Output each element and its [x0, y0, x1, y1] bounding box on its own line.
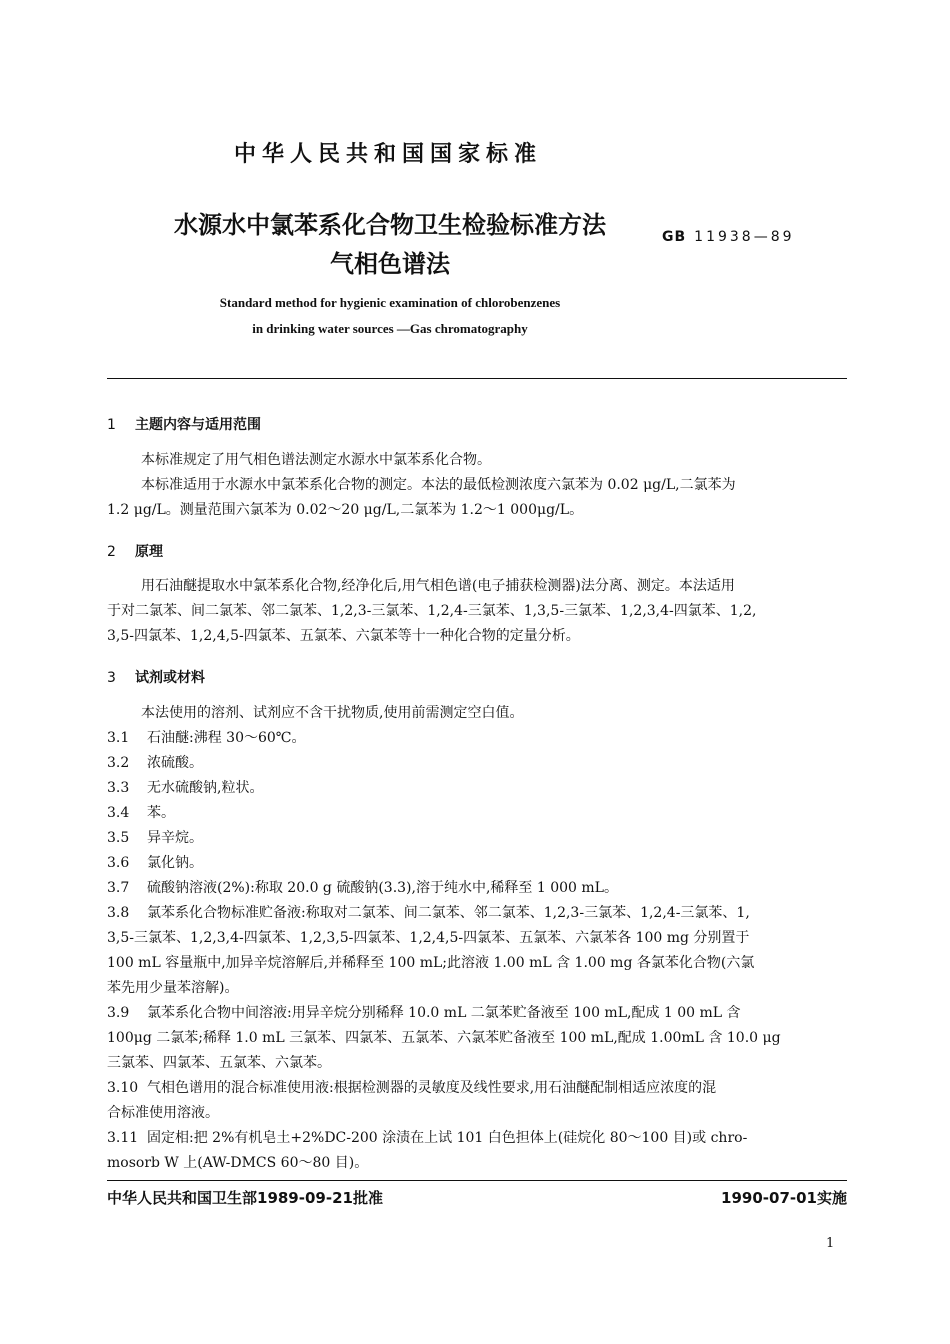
section-title: 原理 [135, 544, 163, 560]
item-text: 3,5-三氯苯、1,2,3,4-四氯苯、1,2,3,5-四氯苯、1,2,4,5-四氯苯、五氯苯、六氯苯各 100 mg 分别置于 [107, 930, 750, 946]
document-title-line2: 气相色谱法 [330, 250, 450, 278]
item-label: 3.4 [107, 805, 130, 821]
item-label: 3.9 [107, 1005, 130, 1021]
section-3-intro [107, 701, 847, 726]
paragraph-line: 于对二氯苯、间二氯苯、邻二氯苯、1,2,3-三氯苯、1,2,4-三氯苯、1,3,5-三氯苯、1,2,3,4-四氯苯、1,2, [107, 603, 757, 619]
item-3-7 [107, 876, 847, 901]
national-standard-heading: 中华人民共和国国家标准 [233, 142, 542, 167]
item-text: 氯苯系化合物中间溶液:用异辛烷分别稀释 10.0 mL 二氯苯贮备液至 100 mL,配成 1 00 mL 含 [147, 1005, 741, 1021]
item-text: mosorb W 上(AW-DMCS 60～80 目)。 [107, 1155, 369, 1171]
item-label: 3.7 [107, 880, 130, 896]
item-text: 石油醚:沸程 30～60℃。 [147, 730, 306, 746]
item-text: 苯。 [147, 805, 175, 821]
item-text: 无水硫酸钠,粒状。 [147, 780, 264, 796]
item-3-3 [107, 776, 847, 801]
item-label: 3.8 [107, 905, 130, 921]
item-label: 3.2 [107, 755, 130, 771]
item-label: 3.10 [107, 1080, 139, 1096]
section-1-body [107, 448, 847, 523]
item-label: 3.5 [107, 830, 130, 846]
section-2-body [107, 574, 847, 649]
standard-number [662, 229, 795, 245]
item-text: 氯苯系化合物标准贮备液:称取对二氯苯、间二氯苯、邻二氯苯、1,2,3-三氯苯、1,2,4-三氯苯、1, [147, 905, 750, 921]
item-text: 三氯苯、四氯苯、五氯苯、六氯苯。 [107, 1055, 331, 1071]
section-number: 1 [107, 417, 116, 433]
item-text: 气相色谱用的混合标准使用液:根据检测器的灵敏度及线性要求,用石油醚配制相适应浓度的混 [147, 1080, 717, 1096]
item-3-8 [107, 901, 847, 1001]
paragraph-line: 用石油醚提取水中氯苯系化合物,经净化后,用气相色谱(电子捕获检测器)法分离、测定。本法适用 [141, 578, 735, 594]
english-title-line1: Standard method for hygienic examination of chlorobenzenes [219, 295, 561, 310]
section-2-heading [107, 541, 163, 561]
item-3-1 [107, 726, 847, 751]
item-3-5 [107, 826, 847, 851]
section-title: 主题内容与适用范围 [135, 417, 261, 433]
standard-code: 11938—89 [694, 229, 795, 245]
item-label: 3.6 [107, 855, 130, 871]
item-3-4 [107, 801, 847, 826]
item-3-11 [107, 1126, 847, 1176]
paragraph-line: 1.2 μg/L。测量范围六氯苯为 0.02～20 μg/L,二氯苯为 1.2～1 000μg/L。 [107, 502, 584, 518]
section-number: 2 [107, 544, 116, 560]
implementation-note: 1990-07-01实施 [721, 1189, 847, 1207]
item-label: 3.3 [107, 780, 130, 796]
item-3-6 [107, 851, 847, 876]
item-text: 氯化钠。 [147, 855, 203, 871]
item-text: 合标准使用溶液。 [107, 1105, 219, 1121]
section-3-heading [107, 667, 205, 687]
item-3-10 [107, 1076, 847, 1126]
item-text: 苯先用少量苯溶解)。 [107, 980, 239, 996]
footer-divider [107, 1180, 847, 1181]
paragraph-line: 3,5-四氯苯、1,2,4,5-四氯苯、五氯苯、六氯苯等十一种化合物的定量分析。 [107, 628, 580, 644]
paragraph-line: 本标准适用于水源水中氯苯系化合物的测定。本法的最低检测浓度六氯苯为 0.02 μg/L,二氯苯为 [141, 477, 736, 493]
section-title: 试剂或材料 [135, 670, 205, 686]
item-3-2 [107, 751, 847, 776]
item-3-9 [107, 1001, 847, 1076]
section-1-heading [107, 414, 261, 434]
item-text: 浓硫酸。 [147, 755, 203, 771]
document-title-line1: 水源水中氯苯系化合物卫生检验标准方法 [174, 211, 606, 239]
standard-prefix: GB [662, 229, 687, 245]
paragraph-line: 本法使用的溶剂、试剂应不含干扰物质,使用前需测定空白值。 [141, 705, 524, 721]
item-text: 100μg 二氯苯;稀释 1.0 mL 三氯苯、四氯苯、五氯苯、六氯苯贮备液至 100 mL,配成 1.00mL 含 10.0 μg [107, 1030, 781, 1046]
paragraph-line: 本标准规定了用气相色谱法测定水源水中氯苯系化合物。 [141, 452, 491, 468]
approval-note: 中华人民共和国卫生部1989-09-21批准 [107, 1189, 383, 1207]
item-label: 3.11 [107, 1130, 139, 1146]
section-number: 3 [107, 670, 116, 686]
item-text: 异辛烷。 [147, 830, 203, 846]
header-divider [107, 378, 847, 379]
item-text: 固定相:把 2%有机皂土+2%DC-200 涂渍在上试 101 白色担体上(硅烷化 80～100 目)或 chro- [147, 1130, 748, 1146]
page-number: 1 [826, 1236, 835, 1251]
item-text: 100 mL 容量瓶中,加异辛烷溶解后,并稀释至 100 mL;此溶液 1.00 mL 含 1.00 mg 各氯苯化合物(六氯 [107, 955, 755, 971]
english-title-line2: in drinking water sources —Gas chromatography [252, 321, 528, 336]
item-label: 3.1 [107, 730, 130, 746]
item-text: 硫酸钠溶液(2%):称取 20.0 g 硫酸钠(3.3),溶于纯水中,稀释至 1 000 mL。 [147, 880, 618, 896]
